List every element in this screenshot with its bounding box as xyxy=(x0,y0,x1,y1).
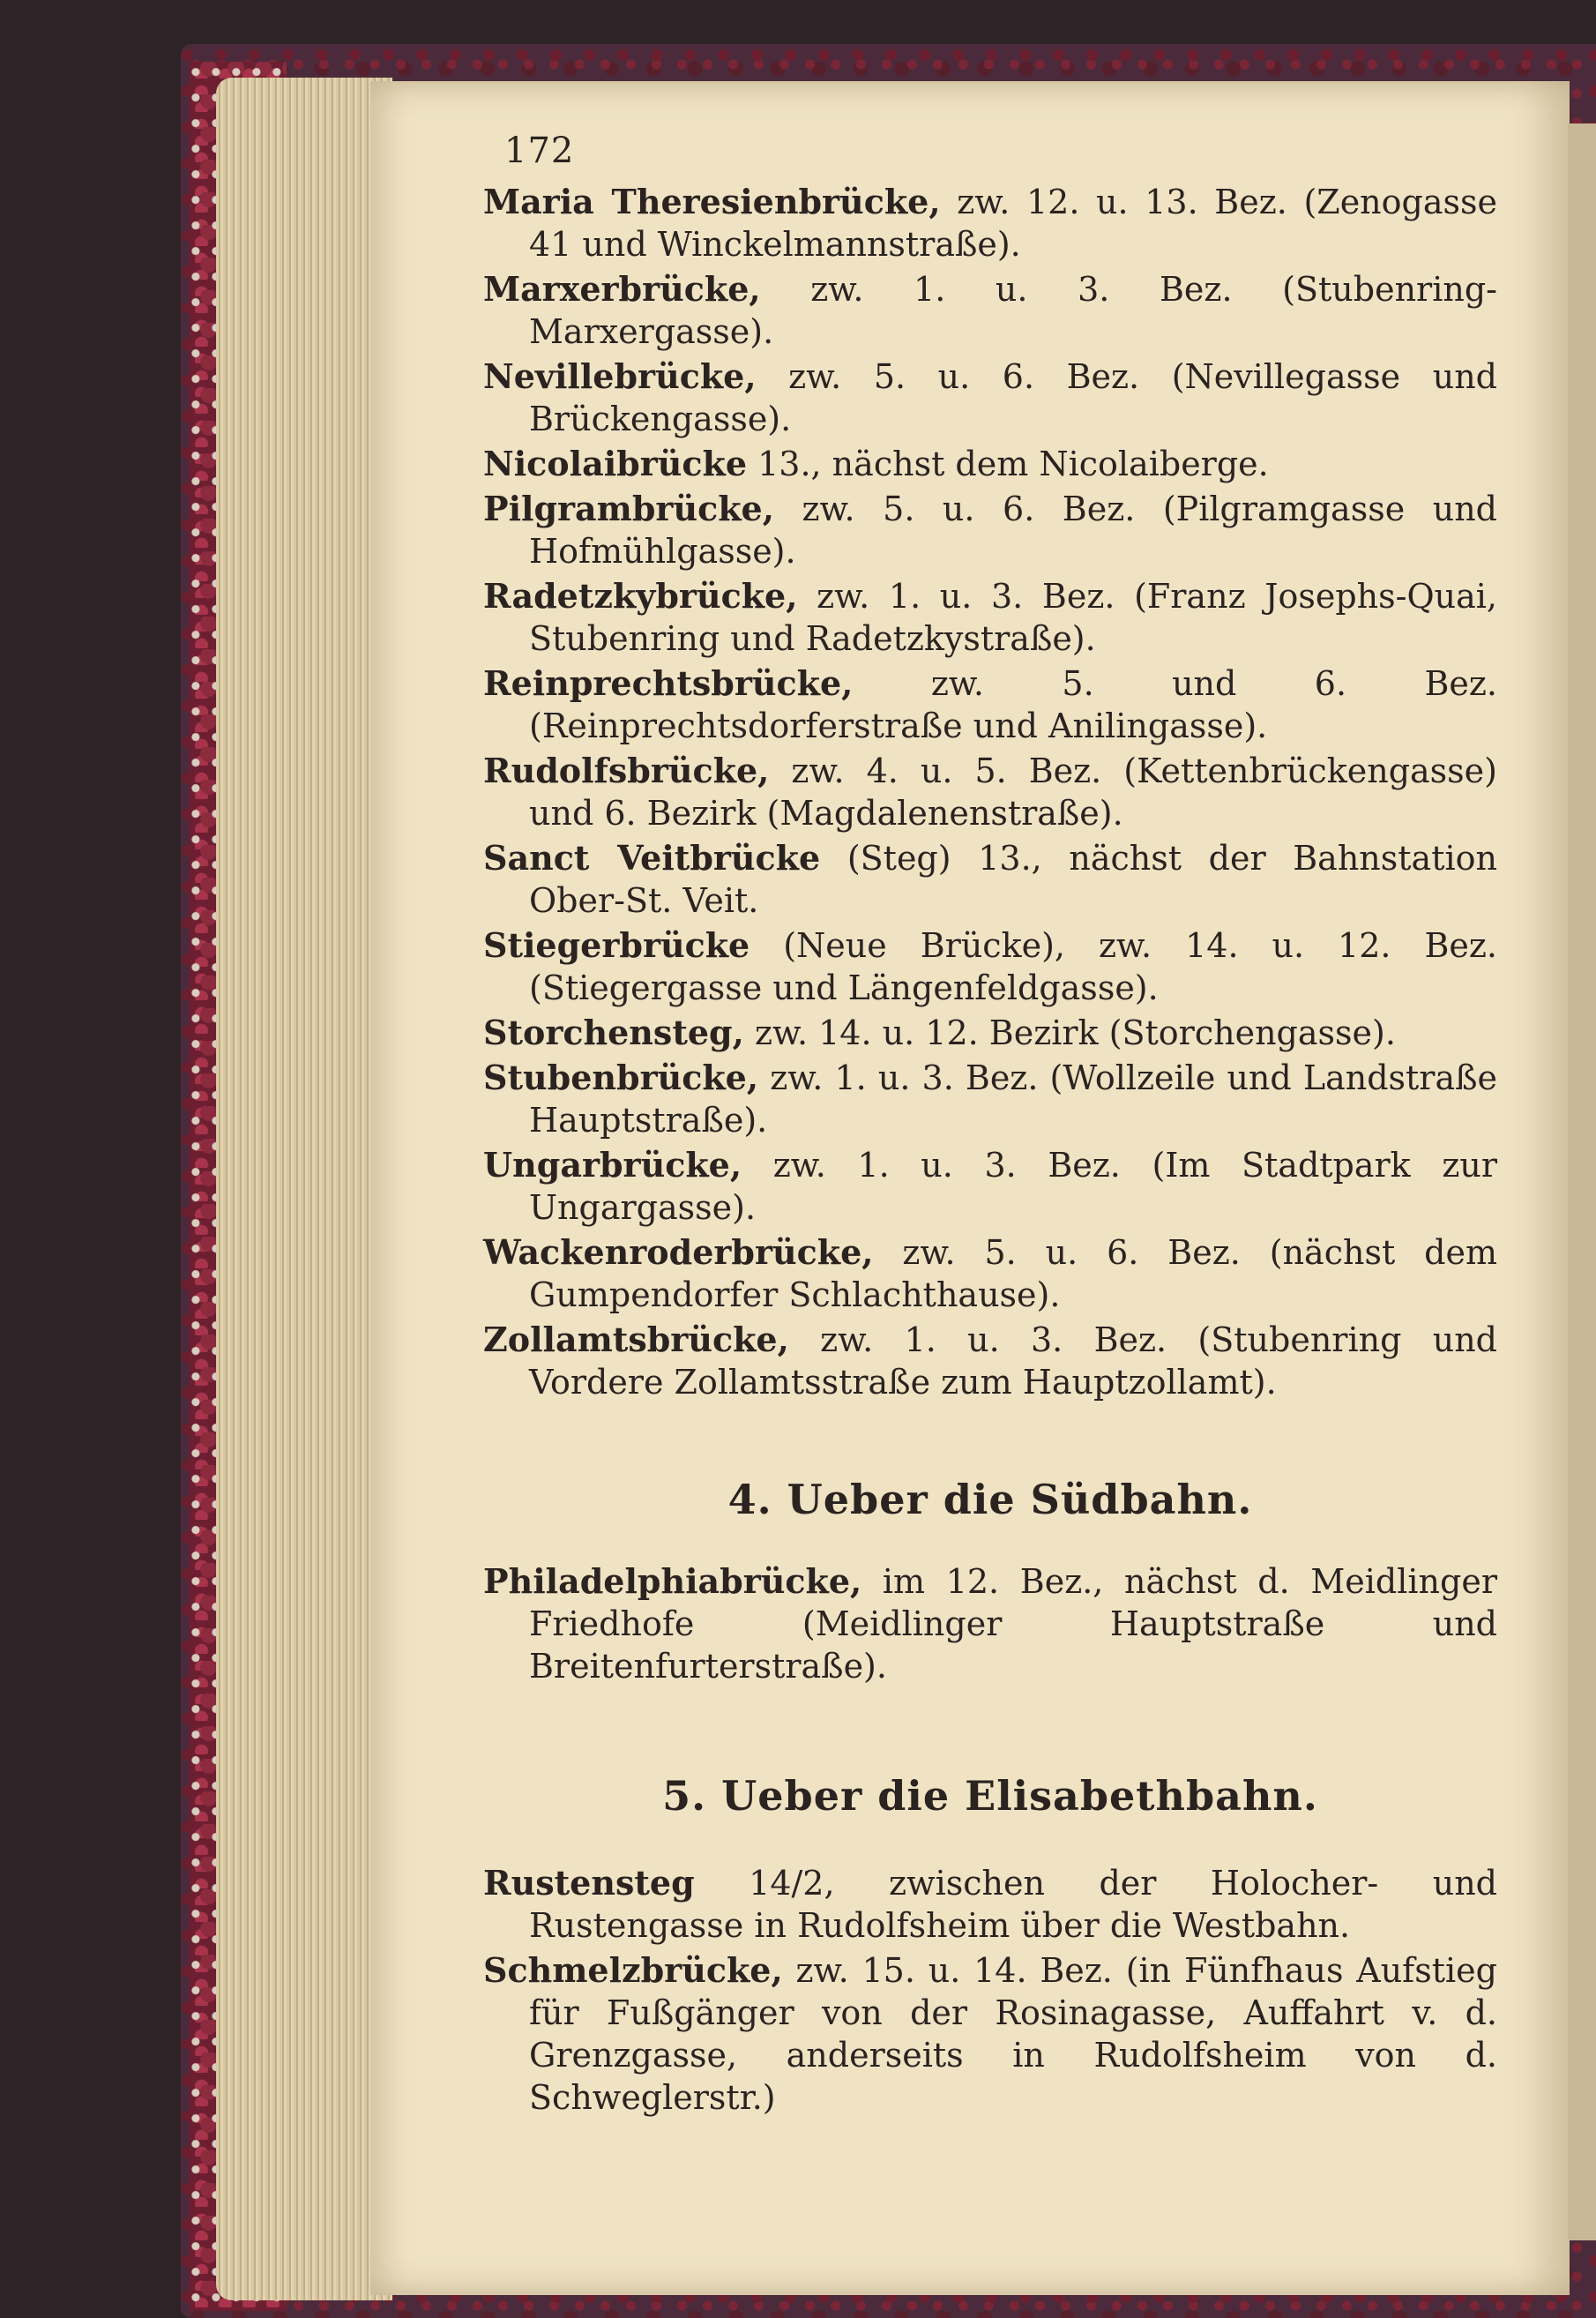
entry xyxy=(483,443,1497,485)
entry-term: Nicolaibrücke xyxy=(483,444,748,483)
entry-term: Zollamtsbrücke, xyxy=(483,1320,789,1359)
entry-text: zw. 5. u. 6. Bez. (nächst dem Gumpendorfer Schlachthause). xyxy=(529,1233,1497,1314)
entry-term: Sanct Veitbrücke xyxy=(483,838,821,878)
entry-text: zw. 1. u. 3. Bez. (Franz Josephs-Quai, Stubenring und Radetzkystraße). xyxy=(529,577,1497,658)
section-heading-elisabethbahn: 5. Ueber die Elisabethbahn. xyxy=(662,1772,1318,1820)
entry-term: Marxerbrücke, xyxy=(483,269,761,309)
entry-text: zw. 1. u. 3. Bez. (Wollzeile und Landstraße Hauptstraße). xyxy=(529,1058,1497,1140)
entry-text: zw. 5. und 6. Bez. (Reinprechtsdorferstraße und Anilingasse). xyxy=(529,664,1497,745)
entry xyxy=(483,1949,1497,2119)
entry-term: Rustensteg xyxy=(483,1863,695,1903)
entry xyxy=(483,1862,1497,1947)
entry xyxy=(483,488,1497,572)
page-edges xyxy=(216,78,392,2300)
entry-term: Pilgrambrücke, xyxy=(483,489,774,528)
entry-term: Stubenbrücke, xyxy=(483,1058,759,1097)
entry xyxy=(483,837,1497,922)
entry-text: zw. 5. u. 6. Bez. (Pilgramgasse und Hofmühlgasse). xyxy=(529,490,1497,571)
entry-text: (Neue Brücke), zw. 14. u. 12. Bez. (Stiegergasse und Längenfeldgasse). xyxy=(529,926,1497,1007)
entry xyxy=(483,575,1497,660)
entry xyxy=(483,1319,1497,1403)
entry-text: zw. 1. u. 3. Bez. (Stubenring und Vordere Zollamtsstraße zum Hauptzollamt). xyxy=(529,1320,1497,1402)
entry xyxy=(483,1144,1497,1229)
entry-text: zw. 5. u. 6. Bez. (Nevillegasse und Brückengasse). xyxy=(529,357,1497,438)
entry-text: (Steg) 13., nächst der Bahnstation Ober-St. Veit. xyxy=(529,839,1497,920)
entry-term: Rudolfsbrücke, xyxy=(483,751,770,790)
entry-list-suedbahn xyxy=(483,1560,1497,1687)
entry xyxy=(483,1012,1497,1054)
page-text xyxy=(483,181,1497,2121)
entry xyxy=(483,662,1497,747)
entry-text: 13., nächst dem Nicolaiberge. xyxy=(747,445,1269,483)
facing-page-edge xyxy=(1568,123,1596,2240)
entry-term: Reinprechtsbrücke, xyxy=(483,663,854,703)
entry-text: zw. 14. u. 12. Bezirk (Storchengasse). xyxy=(743,1013,1396,1052)
entry-text: im 12. Bez., nächst d. Meidlinger Friedhofe (Meidlinger Hauptstraße und Breitenfurterstraße). xyxy=(529,1562,1497,1686)
entry-term: Nevillebrücke, xyxy=(483,356,757,396)
entry-term: Philadelphiabrücke, xyxy=(483,1561,862,1601)
entry-term: Storchensteg, xyxy=(483,1013,744,1052)
section-heading-suedbahn: 4. Ueber die Südbahn. xyxy=(727,1476,1253,1523)
entry-text: 14/2, zwischen der Holocher- und Rustengasse in Rudolfsheim über die Westbahn. xyxy=(529,1864,1497,1945)
entry-term: Wackenroderbrücke, xyxy=(483,1232,874,1272)
entry xyxy=(483,268,1497,353)
entry-text: zw. 1. u. 3. Bez. (Im Stadtpark zur Ungargasse). xyxy=(529,1146,1497,1227)
entry xyxy=(483,750,1497,834)
entry xyxy=(483,355,1497,440)
page-number: 172 xyxy=(504,131,575,171)
entry-text: zw. 4. u. 5. Bez. (Kettenbrückengasse) und 6. Bezirk (Magdalenenstraße). xyxy=(529,751,1497,833)
entry-list-bridges xyxy=(483,181,1497,1403)
entry xyxy=(483,1231,1497,1316)
entry xyxy=(483,924,1497,1009)
entry xyxy=(483,1057,1497,1141)
entry-term: Maria Theresienbrücke, xyxy=(483,182,941,221)
entry-term: Schmelzbrücke, xyxy=(483,1950,783,1990)
entry xyxy=(483,1560,1497,1687)
entry-text: zw. 15. u. 14. Bez. (in Fünfhaus Aufstieg für Fußgänger von der Rosinagasse, Auffahrt v. d. Grenzgasse, anderseits in Rudolfsheim von d. Schweglerstr.) xyxy=(529,1951,1497,2117)
entry xyxy=(483,181,1497,265)
entry-term: Stiegerbrücke xyxy=(483,925,750,965)
entry-text: zw. 1. u. 3. Bez. (Stubenring-Marxergasse). xyxy=(529,270,1497,351)
entry-text: zw. 12. u. 13. Bez. (Zenogasse 41 und Winckelmannstraße). xyxy=(529,183,1497,264)
entry-list-elisabethbahn xyxy=(483,1862,1497,2119)
entry-term: Ungarbrücke, xyxy=(483,1145,742,1185)
entry-term: Radetzkybrücke, xyxy=(483,576,798,616)
